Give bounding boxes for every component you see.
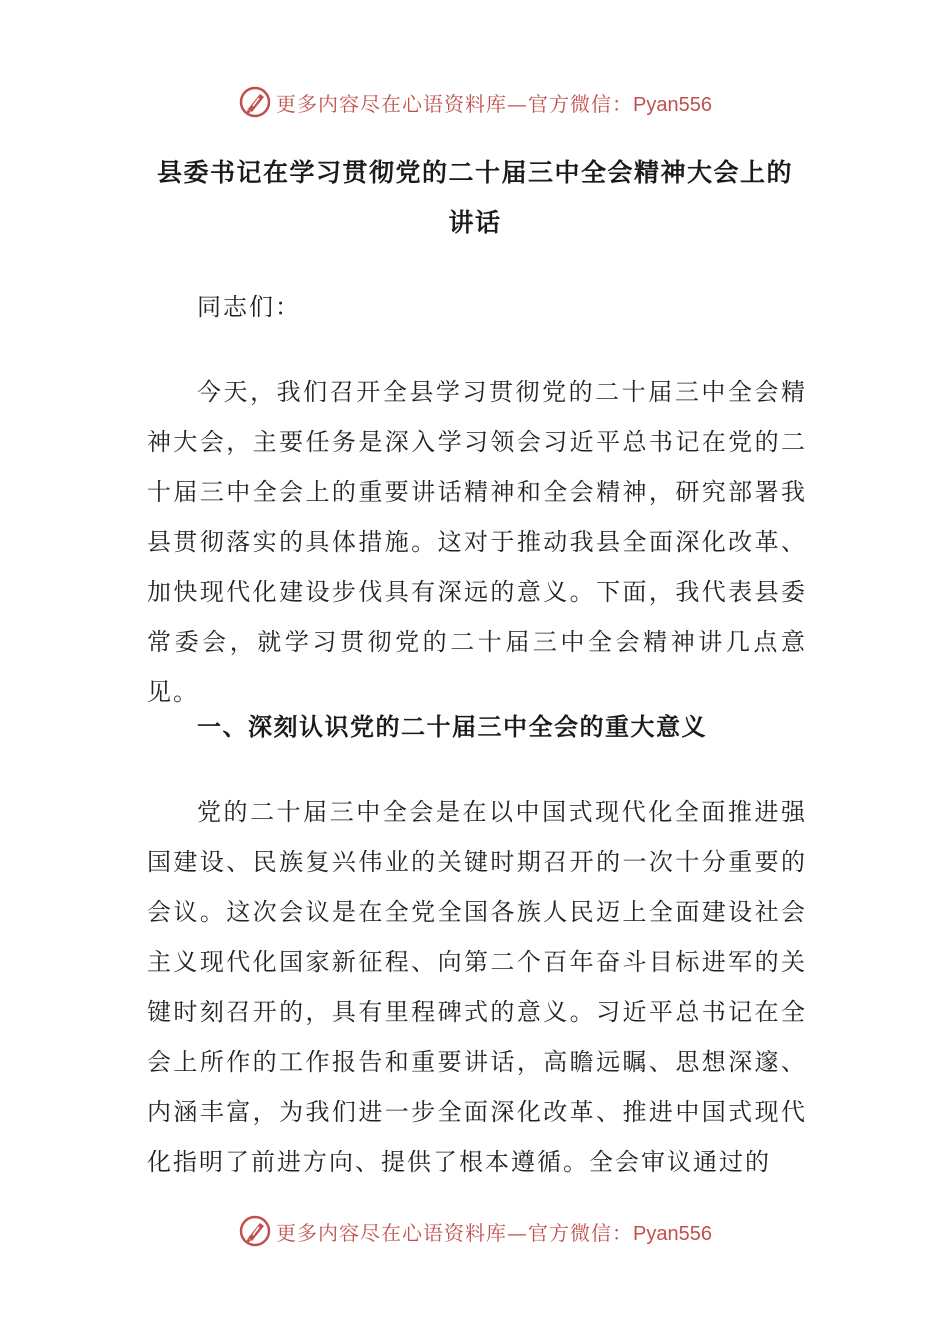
watermark-wechat-id: Pyan556 [633,1222,712,1245]
watermark-text [276,88,712,117]
header-watermark [0,82,950,122]
watermark-dash: — [507,91,529,116]
pen-nib-logo-icon [238,1214,272,1248]
section-heading-1: 一、深刻认识党的二十届三中全会的重大意义 [197,712,707,741]
document-title: 县委书记在学习贯彻党的二十届三中全会精神大会上的讲话 [156,158,793,237]
watermark-wechat-id: Pyan556 [633,93,712,116]
watermark-text [276,1217,712,1246]
paragraph-significance: 党的二十届三中全会是在以中国式现代化全面推进强国建设、民族复兴伟业的关键时期召开的一次十分重要的会议。这次会议是在全党全国各族人民迈上全面建设社会主义现代化国家新征程、向第二个百年奋斗目标进军的关键时刻召开的，具有里程碑式的意义。习近平总书记在全会上所作的工作报告和重要讲话，高瞻远瞩、思想深邃、内涵丰富，为我们进一步全面深化改革、推进中国式现代化指明了前进方向、提供了根本遵循。全会审议通过的 [147,798,807,1176]
paragraph-intro: 今天，我们召开全县学习贯彻党的二十届三中全会精神大会，主要任务是深入学习领会习近平总书记在党的二十届三中全会上的重要讲话精神和全会精神，研究部署我县贯彻落实的具体措施。这对于推动我县全面深化改革、加快现代化建设步伐具有深远的意义。下面，我代表县委常委会，就学习贯彻党的二十届三中全会精神讲几点意见。 [147,378,807,706]
watermark-slogan: 更多内容尽在心语资料库 [276,1220,508,1245]
footer-watermark [0,1211,950,1251]
watermark-slogan: 更多内容尽在心语资料库 [276,91,508,116]
watermark-label: 官方微信： [528,1220,634,1245]
greeting: 同志们： [197,293,301,321]
pen-nib-logo-icon [238,85,272,119]
watermark-label: 官方微信： [528,91,634,116]
watermark-dash: — [507,1220,529,1245]
